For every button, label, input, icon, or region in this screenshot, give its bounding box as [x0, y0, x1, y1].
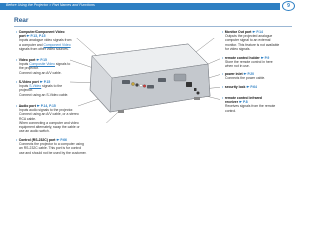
control-port-icon	[147, 85, 154, 89]
svideo-port-icon	[135, 83, 138, 86]
item-monitor-out-port: • Monitor Out port ☛ P.14 Outputs the projected analogue computer signal to an external monitor. This feature is not available for video signals.	[222, 30, 280, 51]
foot-icon	[118, 110, 124, 113]
computer-port-icon	[122, 80, 130, 84]
page-ref-link[interactable]: P.20	[247, 72, 255, 76]
item-remote-infrared-receiver: • remote control infrared receiver ☛ P.8 Receives signals from the remote control.	[222, 96, 276, 113]
item-remote-control-holder: • remote control holder ☛ P.9 Store the remote control in here when not in use.	[222, 56, 273, 69]
foot-icon	[194, 97, 200, 100]
page-ref-link[interactable]: P.8	[242, 100, 248, 105]
projector-rear-illustration	[70, 38, 220, 123]
power-inlet-icon	[186, 82, 192, 87]
page-ref-link[interactable]: P.14	[256, 30, 263, 34]
item-power-inlet: • power inlet ☛ P.20 Connects the power cable.	[222, 72, 266, 81]
page-ref-link[interactable]: P.9	[264, 56, 270, 60]
item-video-port: • Video port ☛ P.15 Inputs Composite Video signals to the projector. Connect using an A/V cable.	[16, 58, 71, 75]
page-header	[0, 0, 300, 12]
audio-port-right-icon	[143, 85, 146, 88]
item-svideo-port: • S-Video port ☛ P.15 Inputs S-Video signals to the projector. Connect using an S-Video cable.	[16, 80, 69, 97]
page-ref-link[interactable]: P.15	[40, 58, 47, 62]
page-ref-link[interactable]: P.13, P.15	[30, 34, 46, 39]
remote-holder-icon	[174, 74, 186, 81]
section-title: Rear	[14, 17, 29, 24]
item-audio-port: • Audio port ☛ P.14, P.15 Inputs audio signals to the projector. Connect using an A/V cable, or a stereo RCA cable. When connecting a computer and video equipment alternately, swap the cable or use an audio switch.	[16, 104, 80, 134]
glossary-link[interactable]: S-Video	[29, 84, 42, 89]
monitor-out-port-icon	[158, 78, 166, 82]
page-ref-link[interactable]: P.64	[250, 85, 257, 89]
video-port-icon	[131, 82, 134, 85]
breadcrumb[interactable]: Before Using the Projector > Part Names and Functions	[6, 2, 95, 7]
page-ref-link[interactable]: P.15	[43, 80, 51, 84]
page-number: 9	[282, 1, 295, 11]
item-security-lock: • security lock ☛ P.64	[222, 85, 257, 89]
glossary-link[interactable]: Component Video	[43, 42, 71, 47]
item-computer-port: • Computer/Component Video port ☛ P.13, P.15 Inputs analogue video signals from a computer and Component Video signals from other video sources.	[16, 30, 72, 51]
glossary-link[interactable]: Composite Video	[29, 62, 55, 67]
audio-port-icon	[140, 84, 143, 87]
section-divider	[14, 26, 292, 27]
infrared-receiver-icon	[197, 92, 200, 95]
page-ref-link[interactable]: P.14, P.15	[40, 104, 56, 108]
security-lock-icon	[194, 88, 197, 91]
page-ref-link[interactable]: P.66	[60, 138, 67, 142]
item-control-port: • Control (RS-232C) port ☛ P.66 Connects the projector to a computer using an RS-232C cable. This port is for control use and should not be used by the customer.	[16, 138, 87, 155]
